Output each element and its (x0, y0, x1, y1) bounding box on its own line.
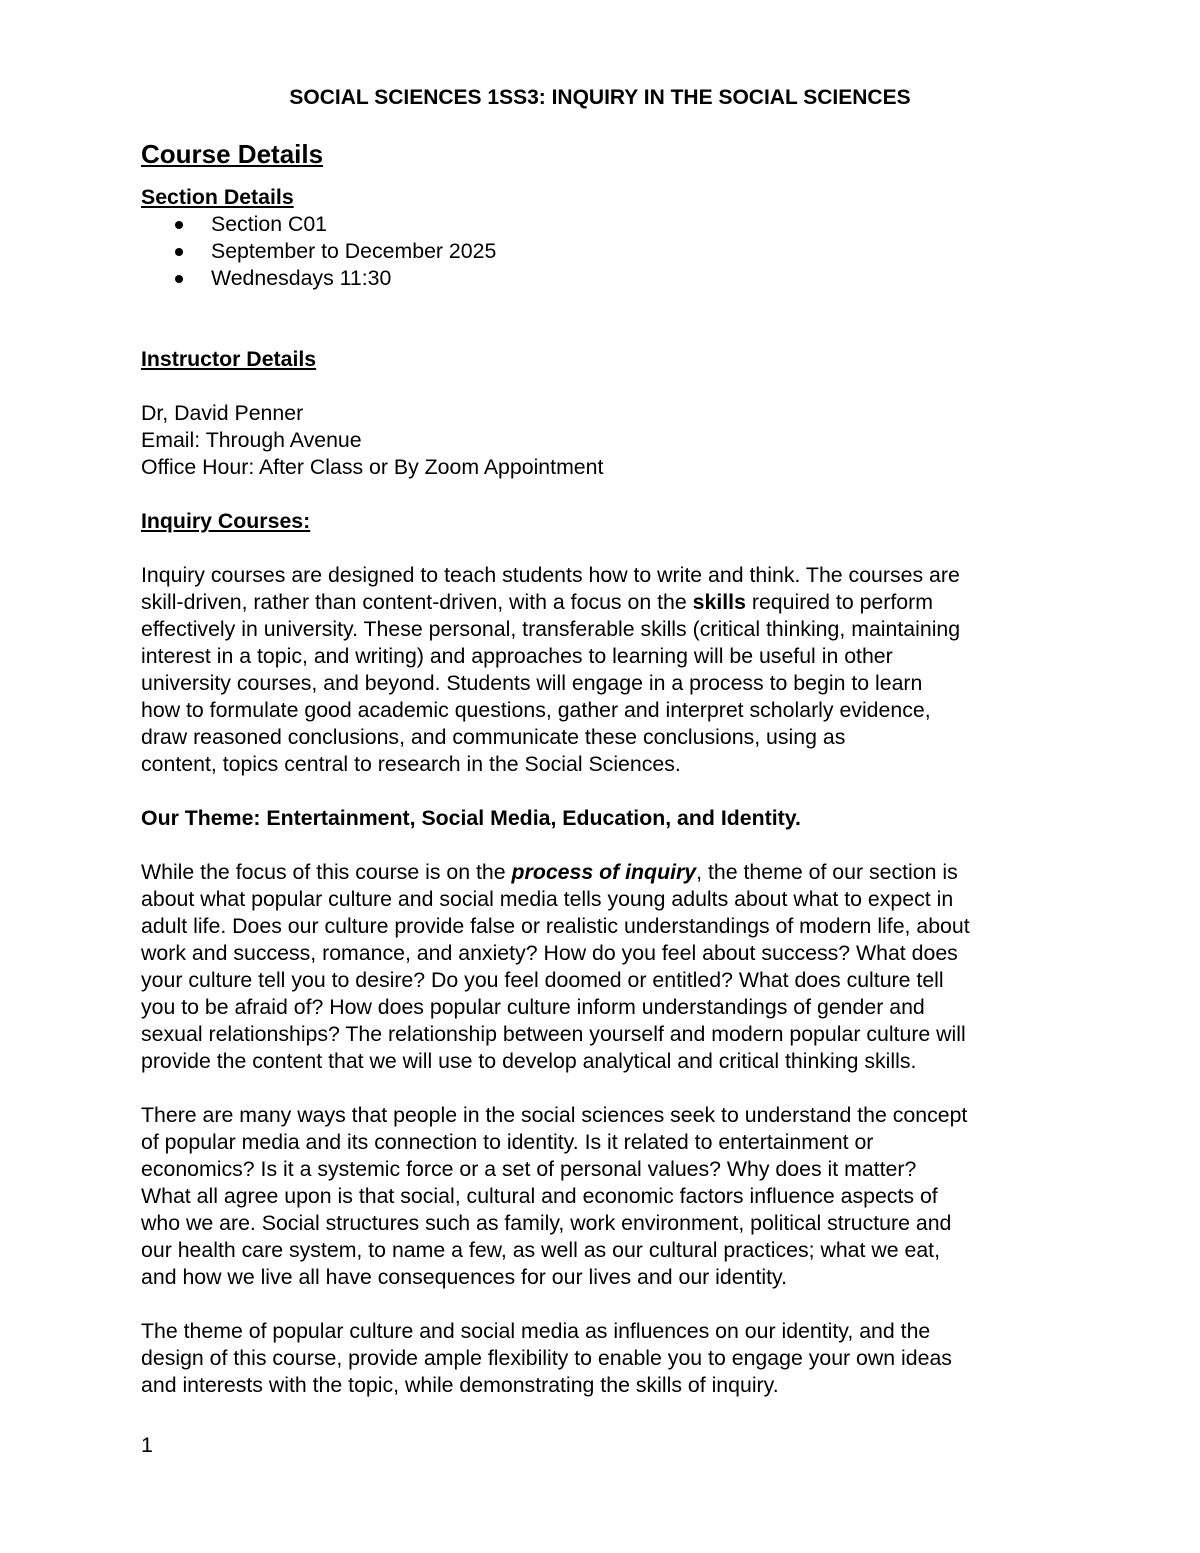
bullet-icon (175, 275, 183, 283)
paragraph-line: provide the content that we will use to develop analytical and critical thinking skills. (141, 1049, 917, 1073)
paragraph-line: There are many ways that people in the social sciences seek to understand the concept (141, 1103, 968, 1127)
paragraph-line: effectively in university. These personal, transferable skills (critical thinking, maintaining (141, 617, 961, 641)
paragraph-line: The theme of popular culture and social media as influences on our identity, and the (141, 1319, 931, 1343)
page-number: 1 (141, 1433, 153, 1457)
theme-heading: Our Theme: Entertainment, Social Media, Education, and Identity. (141, 806, 801, 830)
list-item: Wednesdays 11:30 (141, 265, 1071, 292)
paragraph-line: interest in a topic, and writing) and approaches to learning will be useful in other (141, 644, 893, 668)
course-details-heading: Course Details (141, 139, 324, 169)
process-of-inquiry-emphasis: process of inquiry (511, 860, 697, 884)
list-item: September to December 2025 (141, 238, 1071, 265)
skills-emphasis: skills (692, 590, 746, 614)
paragraph-line: Inquiry courses are designed to teach students how to write and think. The courses are (141, 563, 960, 587)
paragraph-line: who we are. Social structures such as family, work environment, political structure and (141, 1211, 952, 1235)
paragraph-line: about what popular culture and social media tells young adults about what to expect in (141, 887, 954, 911)
document-title: SOCIAL SCIENCES 1SS3: INQUIRY IN THE SOCIAL SCIENCES (289, 86, 911, 109)
bullet-icon (175, 248, 183, 256)
paragraph-line: sexual relationships? The relationship between yourself and modern popular culture will (141, 1022, 966, 1046)
paragraph-line: our health care system, to name a few, as well as our cultural practices; what we eat, (141, 1238, 941, 1262)
paragraph-line: you to be afraid of? How does popular culture inform understandings of gender and (141, 995, 925, 1019)
inquiry-courses-heading: Inquiry Courses: (141, 509, 311, 533)
paragraph-line: your culture tell you to desire? Do you feel doomed or entitled? What does culture tell (141, 968, 944, 992)
paragraph-line: content, topics central to research in the Social Sciences. (141, 752, 681, 776)
paragraph-line: While the focus of this course is on the process of inquiry, the theme of our section is (141, 860, 958, 884)
paragraph-line: skill-driven, rather than content-driven, with a focus on the skills required to perform (141, 590, 933, 614)
section-details-heading: Section Details (141, 185, 294, 209)
paragraph-line: work and success, romance, and anxiety? How do you feel about success? What does (141, 941, 958, 965)
paragraph-line: design of this course, provide ample flexibility to enable you to engage your own ideas (141, 1346, 952, 1370)
paragraph-line: What all agree upon is that social, cultural and economic factors influence aspects of (141, 1184, 938, 1208)
document-body (141, 138, 1071, 1399)
theme-paragraph-2 (141, 1102, 1071, 1291)
instructor-details-heading: Instructor Details (141, 347, 317, 371)
paragraph-line: draw reasoned conclusions, and communicate these conclusions, using as (141, 725, 846, 749)
paragraph-line: adult life. Does our culture provide false or realistic understandings of modern life, about (141, 914, 970, 938)
list-item: Section C01 (141, 211, 1071, 238)
paragraph-line: and how we live all have consequences for our lives and our identity. (141, 1265, 787, 1289)
inquiry-courses-paragraph (141, 562, 1071, 778)
paragraph-line: university courses, and beyond. Students will engage in a process to begin to learn (141, 671, 923, 695)
section-details-list (141, 211, 1071, 292)
theme-paragraph-1 (141, 859, 1071, 1075)
instructor-name: Dr, David Penner (141, 401, 304, 425)
instructor-office-hour: Office Hour: After Class or By Zoom Appointment (141, 455, 604, 479)
bullet-icon (175, 221, 183, 229)
paragraph-line: how to formulate good academic questions, gather and interpret scholarly evidence, (141, 698, 931, 722)
paragraph-line: of popular media and its connection to identity. Is it related to entertainment or (141, 1130, 874, 1154)
paragraph-line: and interests with the topic, while demonstrating the skills of inquiry. (141, 1373, 779, 1397)
theme-paragraph-3 (141, 1318, 1071, 1399)
instructor-email: Email: Through Avenue (141, 428, 362, 452)
paragraph-line: economics? Is it a systemic force or a set of personal values? Why does it matter? (141, 1157, 917, 1181)
